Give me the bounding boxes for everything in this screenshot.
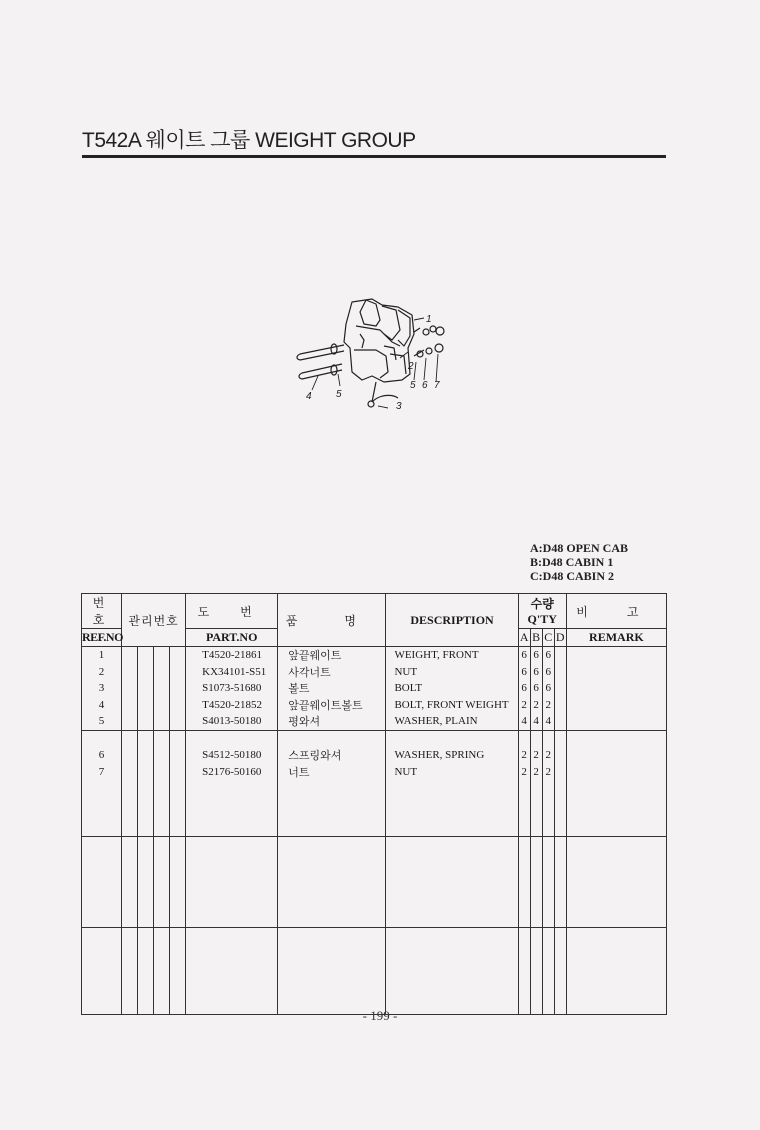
qty-c: 2 xyxy=(542,697,554,714)
ref-no: 5 xyxy=(82,713,122,730)
title-rule xyxy=(82,155,666,158)
callout-4: 4 xyxy=(306,391,312,402)
ref-no: 4 xyxy=(82,697,122,714)
part-description: BOLT xyxy=(386,680,518,697)
exploded-parts-diagram xyxy=(280,290,460,420)
header-qty-ko: 수량 xyxy=(530,597,554,611)
model-legend xyxy=(530,541,628,583)
qty-d xyxy=(554,680,566,697)
callout-6: 6 xyxy=(422,380,428,391)
qty-b: 6 xyxy=(530,664,542,681)
header-refno-en: REF.NO xyxy=(82,630,123,644)
callout-1: 1 xyxy=(426,314,432,325)
ref-no: 6 xyxy=(82,747,122,764)
header-name-ko: 품 명 xyxy=(278,594,386,647)
header-qty-en: Q'TY xyxy=(527,612,557,626)
qty-a: 2 xyxy=(518,747,530,764)
table-row xyxy=(82,680,667,697)
table-row xyxy=(82,664,667,681)
remark xyxy=(566,647,666,664)
qty-d xyxy=(554,647,566,664)
qty-c: 4 xyxy=(542,713,554,730)
qty-b: 2 xyxy=(530,764,542,781)
header-remark-en: REMARK xyxy=(589,630,644,644)
qty-c: 2 xyxy=(542,764,554,781)
qty-c: 2 xyxy=(542,747,554,764)
part-no: S4013-50180 xyxy=(186,713,278,730)
remark xyxy=(566,697,666,714)
qty-col-b: B xyxy=(530,629,542,647)
qty-c: 6 xyxy=(542,647,554,664)
leader-lines xyxy=(312,318,438,408)
empty-row xyxy=(82,837,667,928)
qty-a: 6 xyxy=(518,680,530,697)
part-no: S4512-50180 xyxy=(186,747,278,764)
qty-a: 2 xyxy=(518,697,530,714)
part-name-ko: 볼트 xyxy=(278,680,386,697)
qty-col-c: C xyxy=(542,629,554,647)
callout-2: 2 xyxy=(408,361,414,372)
ref-no: 7 xyxy=(82,764,122,781)
parts-table-body xyxy=(82,647,667,1015)
part-name-ko: 앞끝웨이트볼트 xyxy=(278,697,386,714)
part-name-ko: 너트 xyxy=(278,764,386,781)
qty-col-d: D xyxy=(554,629,566,647)
ref-no: 1 xyxy=(82,647,122,664)
part-name-ko: 스프링와셔 xyxy=(278,747,386,764)
qty-a: 6 xyxy=(518,664,530,681)
legend-item-b: B:D48 CABIN 1 xyxy=(530,555,614,569)
header-remark-en-cell xyxy=(566,629,666,647)
page-number: - 199 - xyxy=(362,1008,398,1023)
qty-a: 4 xyxy=(518,713,530,730)
table-row xyxy=(82,647,667,664)
qty-b: 4 xyxy=(530,713,542,730)
part-name-ko: 사각너트 xyxy=(278,664,386,681)
remark xyxy=(566,747,666,764)
part-name-ko: 앞끝웨이트 xyxy=(278,647,386,664)
header-mgmt-no: 관리번호 xyxy=(122,594,186,647)
remark xyxy=(566,764,666,781)
header-partno-en-cell xyxy=(186,629,278,647)
header-refno-en-cell xyxy=(82,629,122,647)
part-no: T4520-21861 xyxy=(186,647,278,664)
callout-5b: 5 xyxy=(410,380,416,391)
header-refno-ko: 번 호 xyxy=(92,596,111,627)
part-description: NUT xyxy=(386,764,518,781)
table-row xyxy=(82,747,667,764)
header-qty xyxy=(518,594,566,629)
qty-a: 2 xyxy=(518,764,530,781)
front-weight-drawing xyxy=(344,299,414,382)
ref-no: 3 xyxy=(82,680,122,697)
legend-item-c: C:D48 CABIN 2 xyxy=(530,569,614,583)
header-partno: 도 번 xyxy=(186,594,278,629)
part-description: NUT xyxy=(386,664,518,681)
part-description: WEIGHT, FRONT xyxy=(386,647,518,664)
table-row xyxy=(82,697,667,714)
empty-row xyxy=(82,780,667,837)
remark xyxy=(566,664,666,681)
qty-b: 2 xyxy=(530,697,542,714)
qty-a: 6 xyxy=(518,647,530,664)
table-row xyxy=(82,713,667,730)
part-no: S2176-50160 xyxy=(186,764,278,781)
empty-row xyxy=(82,928,667,1015)
qty-d xyxy=(554,664,566,681)
callout-5: 5 xyxy=(336,389,342,400)
table-row xyxy=(82,764,667,781)
part-no: T4520-21852 xyxy=(186,697,278,714)
callout-3: 3 xyxy=(396,401,402,412)
part-description: WASHER, PLAIN xyxy=(386,713,518,730)
qty-d xyxy=(554,713,566,730)
ref-no: 2 xyxy=(82,664,122,681)
part-name-ko: 평와셔 xyxy=(278,713,386,730)
callout-7: 7 xyxy=(434,380,440,391)
header-description: DESCRIPTION xyxy=(386,594,518,647)
qty-col-a: A xyxy=(518,629,530,647)
qty-d xyxy=(554,747,566,764)
legend-item-a: A:D48 OPEN CAB xyxy=(530,541,628,555)
remark xyxy=(566,680,666,697)
header-refno xyxy=(82,594,122,629)
header-remark: 비 고 xyxy=(566,594,666,629)
qty-b: 6 xyxy=(530,680,542,697)
part-description: BOLT, FRONT WEIGHT xyxy=(386,697,518,714)
part-no: S1073-51680 xyxy=(186,680,278,697)
qty-c: 6 xyxy=(542,664,554,681)
qty-d xyxy=(554,764,566,781)
page-title: T542A 웨이트 그룹 WEIGHT GROUP xyxy=(82,129,416,152)
part-no: KX34101-S51 xyxy=(186,664,278,681)
qty-d xyxy=(554,697,566,714)
parts-table xyxy=(81,593,667,1015)
qty-c: 6 xyxy=(542,680,554,697)
nut-parts-drawing xyxy=(414,326,444,357)
header-partno-en: PART.NO xyxy=(205,630,258,644)
remark xyxy=(566,713,666,730)
qty-b: 2 xyxy=(530,747,542,764)
qty-b: 6 xyxy=(530,647,542,664)
part-description: WASHER, SPRING xyxy=(386,747,518,764)
